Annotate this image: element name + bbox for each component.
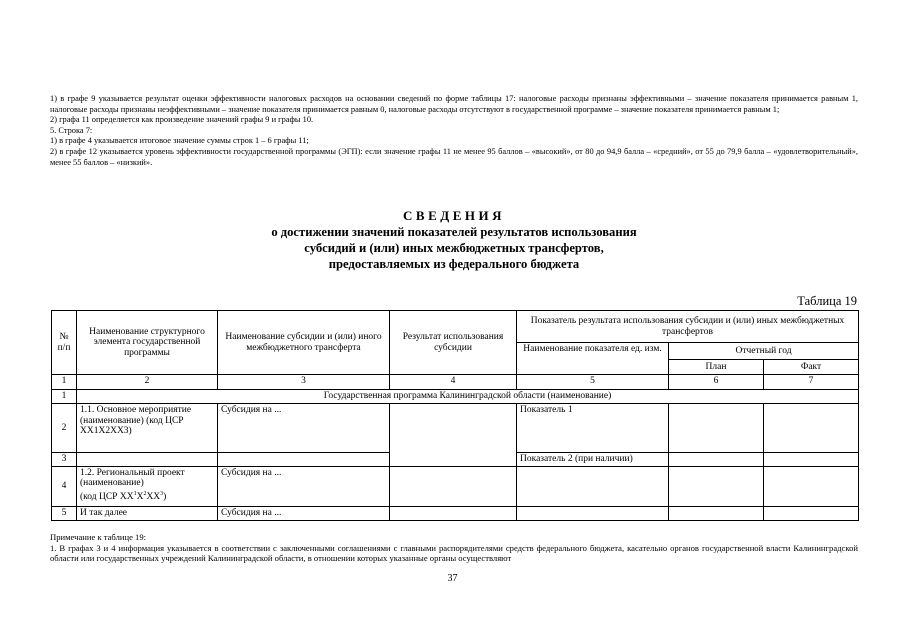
indicator-name xyxy=(517,466,669,506)
row-num: 2 xyxy=(52,404,77,453)
header-subsidy: Наименование субсидии и (или) иного межбюджетного трансферта xyxy=(218,311,390,375)
note-paragraph: 1) в графе 9 указывается результат оценки эффективности налоговых расходов на основании сведений по форме таблицы 17: налоговые расходы признаны эффективными – значение показателя принимается равным 1, налоговые расходы признаны неэффективными – значение показателя принимается равным 0, налоговые расходы отсутствуют в государственной программе – значение показателя принимается равным 1; xyxy=(50,94,858,114)
page-number: 37 xyxy=(447,573,458,584)
row-num: 5 xyxy=(52,506,77,520)
column-number: 4 xyxy=(390,375,517,390)
instructions-notes xyxy=(50,94,858,168)
fact-cell xyxy=(764,453,859,467)
table-caption: Таблица 19 xyxy=(797,294,857,308)
heading-line: предоставляемых из федерального бюджета xyxy=(328,257,580,271)
subsidy-name: Субсидия на ... xyxy=(218,466,390,506)
header-fact: Факт xyxy=(764,360,859,375)
plan-cell xyxy=(669,466,764,506)
element-code-text: ХХ xyxy=(146,491,161,502)
element-code-text: ) xyxy=(163,491,167,502)
heading-title: СВЕДЕНИЯ xyxy=(403,208,505,223)
footnote-text: 1. В графах 3 и 4 информация указывается в соответствии с заключенными соглашениями с главными распорядителями средств федерального бюджета, касательно органов государственной власти Калининградской области или государственных учреждений Калининградской области, в отношении которых указанные органы осуществляют xyxy=(50,542,858,564)
table-row xyxy=(52,466,859,506)
header-plan: План xyxy=(669,360,764,375)
table-row xyxy=(52,404,859,453)
fact-cell xyxy=(764,404,859,453)
column-number: 7 xyxy=(764,375,859,390)
element-code-sup: 2 xyxy=(143,490,147,497)
row-num: 3 xyxy=(52,453,77,467)
row-num: 1 xyxy=(52,390,77,404)
document-heading xyxy=(50,208,858,272)
subsidy-name: Субсидия на ... xyxy=(218,404,390,453)
note-paragraph: 2) в графе 12 указывается уровень эффективности государственной программы (ЭГП): если значение графы 11 не менее 95 баллов – «высокий», от 80 до 94,9 балла – «средний», от 55 до 79,9 балла – «удовлетворительный», менее 55 баллов – «низкий». xyxy=(50,146,858,167)
result-cell xyxy=(390,506,517,520)
element-name: И так далее xyxy=(77,506,218,520)
indicator-name: Показатель 2 (при наличии) xyxy=(517,453,669,467)
row-num: 4 xyxy=(52,466,77,506)
element-name xyxy=(77,453,218,467)
plan-cell xyxy=(669,453,764,467)
element-code-text: (код ЦСР ХХ xyxy=(80,491,134,502)
column-number: 6 xyxy=(669,375,764,390)
heading-line: о достижении значений показателей результатов использования xyxy=(271,225,637,239)
subsidy-name xyxy=(218,453,390,467)
element-name xyxy=(77,466,218,506)
table-row xyxy=(52,390,859,404)
table-row xyxy=(52,506,859,520)
column-number: 3 xyxy=(218,375,390,390)
plan-cell xyxy=(669,404,764,453)
data-table xyxy=(51,310,859,521)
header-result: Результат использования субсидии xyxy=(390,311,517,375)
subsidy-name: Субсидия на ... xyxy=(218,506,390,520)
fact-cell xyxy=(764,506,859,520)
header-num: № п/п xyxy=(52,311,77,375)
header-indicator-name: Наименование показателя ед. изм. xyxy=(517,343,669,375)
column-number: 5 xyxy=(517,375,669,390)
heading-line: субсидий и (или) иных межбюджетных трансфертов, xyxy=(304,241,604,255)
note-paragraph: 2) графа 11 определяется как произведение значений графы 9 и графы 10. xyxy=(50,115,314,125)
header-indicator-group: Показатель результата использования субсидии и (или) иных межбюджетных трансфертов xyxy=(517,311,859,343)
note-paragraph: 5. Строка 7: xyxy=(50,125,93,135)
note-paragraph: 1) в графе 4 указывается итоговое значение суммы строк 1 – 6 графы 11; xyxy=(50,136,309,146)
table-footnote xyxy=(50,532,858,564)
plan-cell xyxy=(669,506,764,520)
result-cell xyxy=(390,404,517,467)
header-period: Отчетный год xyxy=(669,343,859,360)
program-title: Государственная программа Калининградской области (наименование) xyxy=(77,390,859,404)
indicator-name: Показатель 1 xyxy=(517,404,669,453)
element-code-sup: 1 xyxy=(133,490,137,497)
element-name-line1: 1.2. Региональный проект (наименование) xyxy=(80,467,185,488)
result-cell xyxy=(390,466,517,506)
indicator-name xyxy=(517,506,669,520)
column-number: 2 xyxy=(77,375,218,390)
element-name: 1.1. Основное мероприятие (наименование) (код ЦСР ХХ1Х2ХХ3) xyxy=(77,404,218,453)
column-number-row xyxy=(52,375,859,390)
footnote-label: Примечание к таблице 19: xyxy=(50,532,147,542)
fact-cell xyxy=(764,466,859,506)
header-element: Наименование структурного элемента государственной программы xyxy=(77,311,218,375)
element-code-sup: 3 xyxy=(160,490,164,497)
element-code-text: Х xyxy=(136,491,144,502)
column-number: 1 xyxy=(52,375,77,390)
